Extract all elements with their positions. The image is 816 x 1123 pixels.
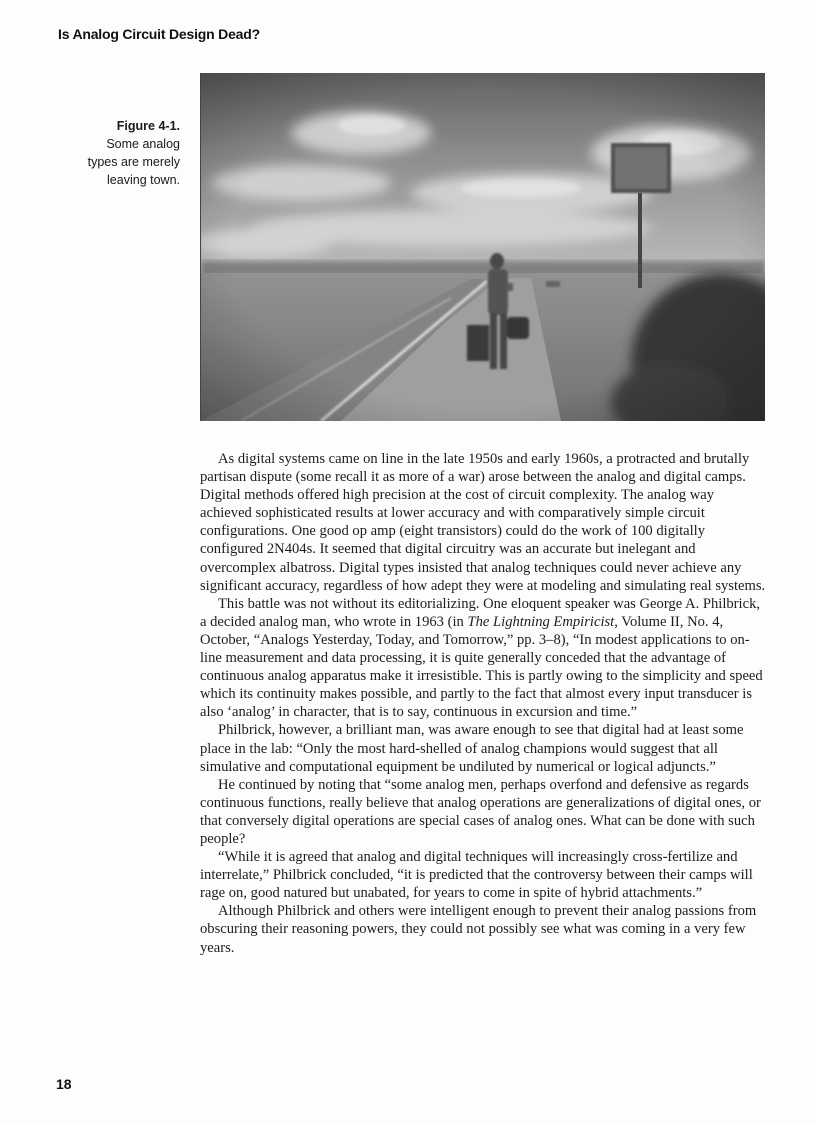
paragraph [200, 595, 768, 722]
paragraph-text: , Volume II, No. 4, October, “Analogs Yesterday, Today, and Tomorrow,” pp. 3–8), “In modest applications to on-line measurement and data processing, it is quite generally conceded that the advantage of continuous analog apparatus make it irresistible. This is partly owing to the simplicity and speed which its continuity makes possible, and partly to the fact that almost every input transducer is also ‘analog’ in character, that is to say, continuous in excursion and time.” [200, 613, 763, 721]
caption-line: Some analog [106, 137, 180, 151]
running-header: Is Analog Circuit Design Dead? [58, 26, 260, 42]
page-number: 18 [56, 1076, 72, 1092]
figure-label: Figure 4-1. [116, 119, 180, 133]
caption-line: types are merely [87, 155, 180, 169]
paragraph: As digital systems came on line in the late 1950s and early 1960s, a protracted and brutally partisan dispute (some recall it as more of a war) arose between the analog and digital camps. Digital methods offered high precision at the cost of circuit complexity. The analog way achieved sophisticated results at lower accuracy and with comparatively simple circuit configurations. One good op amp (eight transistors) could do the work of 100 digitally configured 2N404s. It seemed that digital circuitry was an accurate but inelegant and overcomplex albatross. Digital types insisted that analog techniques could never achieve any significant accuracy, regardless of how adept they were at modeling and simulating real systems. [200, 451, 766, 594]
paragraph: “While it is agreed that analog and digital techniques will increasingly cross-fertilize and interrelate,” Philbrick concluded, “it is predicted that the controversy between their camps will rage on, good natured but unabated, for years to come in spite of hybrid attachments.” [200, 849, 753, 902]
publication-title: The Lightning Empiricist [467, 613, 615, 630]
paragraph: Although Philbrick and others were intelligent enough to prevent their analog passions from obscuring their reasoning powers, they could not possibly see what was coming in a very few years. [200, 903, 757, 956]
paragraph: Philbrick, however, a brilliant man, was aware enough to see that digital had at least some place in the lab: “Only the most hard-shelled of analog champions would suggest that all simulative and computational equipment be undiluted by numerical or logical adjuncts.” [200, 722, 744, 775]
body-text [200, 450, 768, 957]
figure-caption [60, 117, 180, 189]
caption-line: leaving town. [107, 173, 180, 187]
paragraph: He continued by noting that “some analog men, perhaps overfond and defensive as regards continuous functions, really believe that analog operations are generalizations of digital ones, or that conversely digital operations are special cases of analog ones. What can be done with such people? [200, 776, 761, 847]
paragraph-text: This battle was not without its editorializing. One eloquent speaker was George A. Philbrick, a decided analog man, who wrote in 1963 (in [200, 595, 761, 630]
roadside-photo-illustration [201, 73, 765, 421]
figure-photo [200, 73, 765, 421]
